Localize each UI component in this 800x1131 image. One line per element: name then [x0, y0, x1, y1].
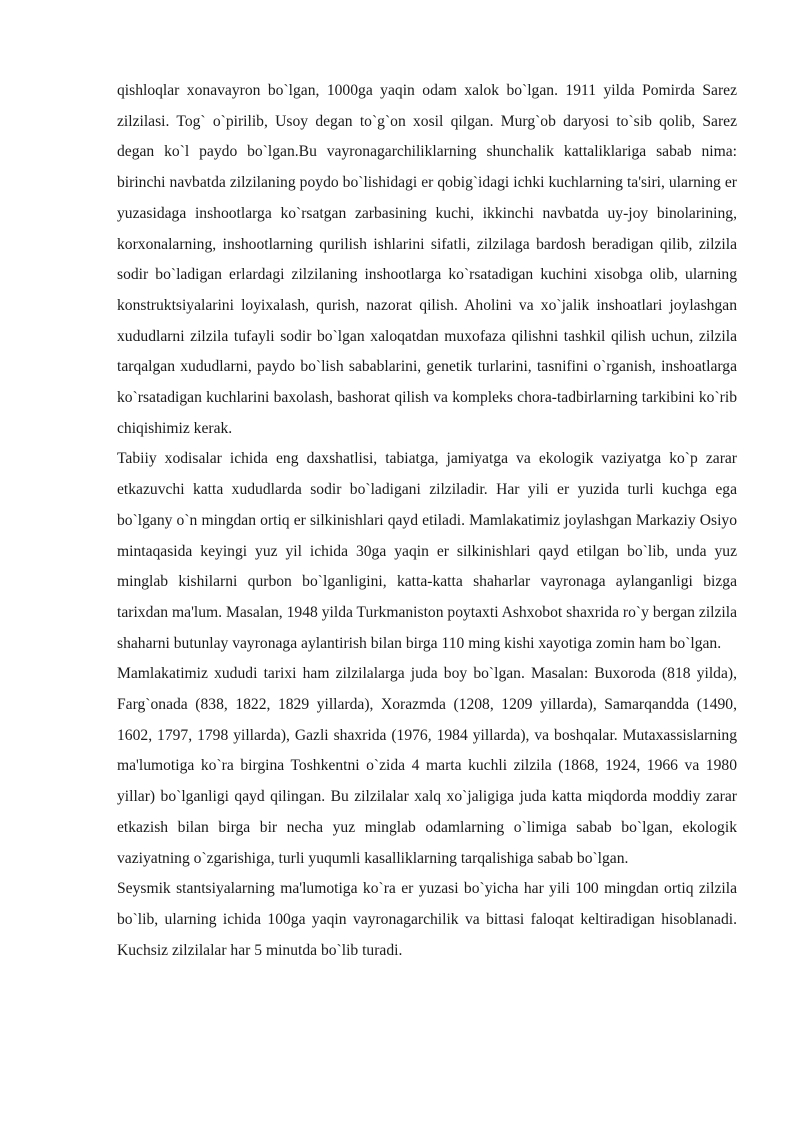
paragraph-3: Mamlakatimiz xududi tarixi ham zilzilalarga juda boy bo`lgan. Masalan: Buxoroda (818 yilda), Farg`onada (838, 1822, 1829 yillarda), Xorazmda (1208, 1209 yillarda), Samarqandda (1490, 1602, 1797, 1798 yillarda), Gazli shaxrida (1976, 1984 yillarda), va boshqalar. Mutaxassislarning ma'lumotiga ko`ra birgina Toshkentni o`zida 4 marta kuchli zilzila (1868, 1924, 1966 va 1980 yillar) bo`lganligi qayd qilingan. Bu zilzilalar xalq xo`jaligiga juda katta miqdorda moddiy zarar etkazish bilan birga bir necha yuz minglab odamlarning o`limiga sabab bo`lgan, ekologik vaziyatning o`zgarishiga, turli yuqumli kasalliklarning tarqalishiga sabab bo`lgan. [117, 665, 737, 867]
document-page [117, 76, 737, 966]
paragraph-4: Seysmik stantsiyalarning ma'lumotiga ko`ra er yuzasi bo`yicha har yili 100 mingdan ortiq zilzila bo`lib, ularning ichida 100ga yaqin vayronagarchilik va bittasi faloqat keltiradigan hisoblanadi. Kuchsiz zilzilalar har 5 minutda bo`lib turadi. [117, 880, 737, 959]
paragraph-2: Tabiiy xodisalar ichida eng daxshatlisi, tabiatga, jamiyatga va ekologik vaziyatga ko`p zarar etkazuvchi katta xududlarda sodir bo`ladigani zilziladir. Har yili er yuzida turli kuchga ega bo`lgany o`n mingdan ortiq er silkinishlari qayd etiladi. Mamlakatimiz joylashgan Markaziy Osiyo mintaqasida keyingi yuz yil ichida 30ga yaqin er silkinishlari qayd etilgan bo`lib, unda yuz minglab kishilarni qurbon bo`lganligini, katta-katta shaharlar vayronaga aylanganligi bizga tarixdan ma'lum. Masalan, 1948 yilda Turkmaniston poytaxti Ashxobot shaxrida ro`y bergan zilzila shaharni butunlay vayronaga aylantirish bilan birga 110 ming kishi xayotiga zomin ham bo`lgan. [117, 450, 737, 652]
paragraph-1: qishloqlar xonavayron bo`lgan, 1000ga yaqin odam xalok bo`lgan. 1911 yilda Pomirda Sarez zilzilasi. Tog` o`pirilib, Usoy degan to`g`on xosil qilgan. Murg`ob daryosi to`sib qolib, Sarez degan ko`l paydo bo`lgan.Bu vayronagarchiliklarning shunchalik kattaliklariga sabab nima: birinchi navbatda zilzilaning poydo bo`lishidagi er qobig`idagi ichki kuchlarning ta'siri, ularning er yuzasidaga inshootlarga ko`rsatgan zarbasining kuchi, ikkinchi navbatda uy-joy binolarining, korxonalarning, inshootlarning qurilish ishlarini sifatli, zilzilaga bardosh beradigan qilib, zilzila sodir bo`ladigan erlardagi zilzilaning inshootlarga ko`rsatadigan kuchini xisobga olib, ularning konstruktsiyalarini loyixalash, qurish, nazorat qilish. Aholini va xo`jalik inshoatlari joylashgan xududlarni zilzila tufayli sodir bo`lgan xaloqatdan muxofaza qilishni tashkil qilish uchun, zilzila tarqalgan xududlarni, paydo bo`lish sabablarini, genetik turlarini, tasnifini o`rganish, inshoatlarga ko`rsatadigan kuchlarini baxolash, bashorat qilish va kompleks chora-tadbirlarning tarkibini ko`rib chiqishimiz kerak. [117, 82, 737, 437]
